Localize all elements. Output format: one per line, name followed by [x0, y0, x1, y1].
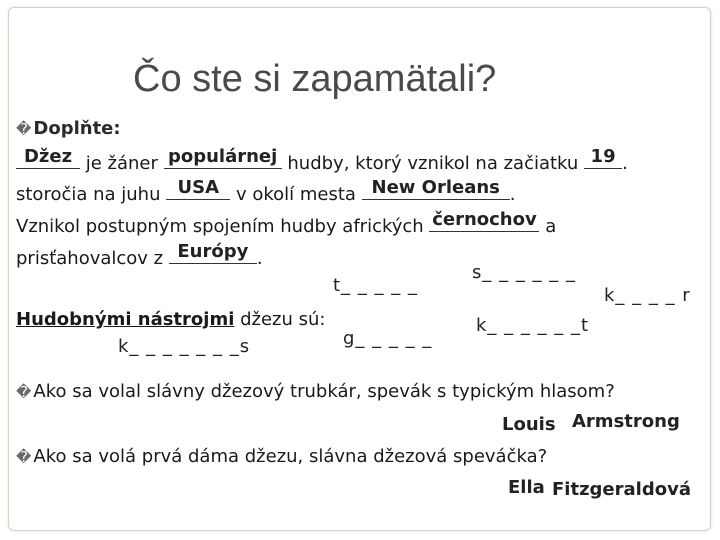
question-singer: [16, 446, 547, 467]
instruments-label-rest: džezu sú:: [240, 309, 326, 330]
blank-5[interactable]: [362, 177, 510, 200]
line3-text2: a: [545, 216, 557, 237]
blank-6[interactable]: [429, 209, 539, 232]
answer-usa: USA: [177, 177, 220, 198]
line1-text1: je žáner: [85, 153, 158, 174]
bullet-icon: �: [16, 383, 32, 401]
line1-text2: hudby, ktorý vznikol na začiatku: [287, 153, 579, 174]
question-trumpeter-text: Ako sa volal slávny džezový trubkár, spevák s typickým hlasom?: [33, 381, 615, 402]
heading-text: Doplňte:: [33, 118, 121, 139]
blank-1[interactable]: [16, 146, 80, 169]
sentence-line-3: [16, 209, 557, 237]
hint-guitar: g_ _ _ _ _: [343, 328, 433, 349]
line2-text1: storočia na juhu: [16, 184, 161, 205]
instruments-label: [16, 309, 326, 330]
sentence-line-1: [16, 146, 628, 174]
answer-armstrong: Armstrong: [572, 411, 680, 432]
answer-cernochov: černochov: [432, 209, 537, 230]
fill-in-heading: [16, 118, 121, 139]
line3-text1: Vznikol postupným spojením hudby afrických: [16, 216, 424, 237]
answer-fitzgeraldova: Fitzgeraldová: [552, 479, 691, 500]
answer-louis: Louis: [502, 414, 556, 435]
sentence-line-4: [16, 241, 263, 269]
blank-7[interactable]: [169, 241, 257, 264]
instruments-label-bold: Hudobnými nástrojmi: [16, 309, 235, 330]
hint-trumpet: t_ _ _ _ _: [333, 275, 418, 296]
line4-text2: .: [256, 248, 263, 269]
question-trumpeter: [16, 381, 615, 402]
blank-3[interactable]: [584, 146, 622, 169]
hint-clarinet: k_ _ _ _ r: [604, 285, 691, 306]
question-singer-text: Ako sa volá prvá dáma džezu, slávna džezová speváčka?: [33, 446, 548, 467]
hint-saxophone: s_ _ _ _ _ _: [472, 262, 576, 283]
blank-4[interactable]: [166, 177, 230, 200]
sentence-line-2: [16, 177, 516, 205]
answer-europy: Európy: [177, 241, 249, 262]
answer-ella: Ella: [508, 477, 545, 498]
line2-text2: v okolí mesta: [235, 184, 356, 205]
hint-contrabass: k_ _ _ _ _ _t: [476, 315, 590, 336]
answer-popularnej: populárnej: [167, 146, 278, 167]
line1-text3: .: [622, 153, 628, 174]
blank-2[interactable]: [164, 146, 282, 169]
line2-text3: .: [509, 184, 516, 205]
line4-text1: prisťahovalcov z: [16, 248, 164, 269]
bullet-icon: �: [16, 120, 32, 138]
answer-19: 19: [590, 146, 616, 167]
hint-drums: k_ _ _ _ _ _ _s: [118, 336, 251, 357]
answer-dzez: Džez: [23, 146, 73, 167]
slide-title: Čo ste si zapamätali?: [133, 58, 497, 100]
bullet-icon: �: [16, 448, 32, 466]
answer-new-orleans: New Orleans: [371, 177, 500, 198]
